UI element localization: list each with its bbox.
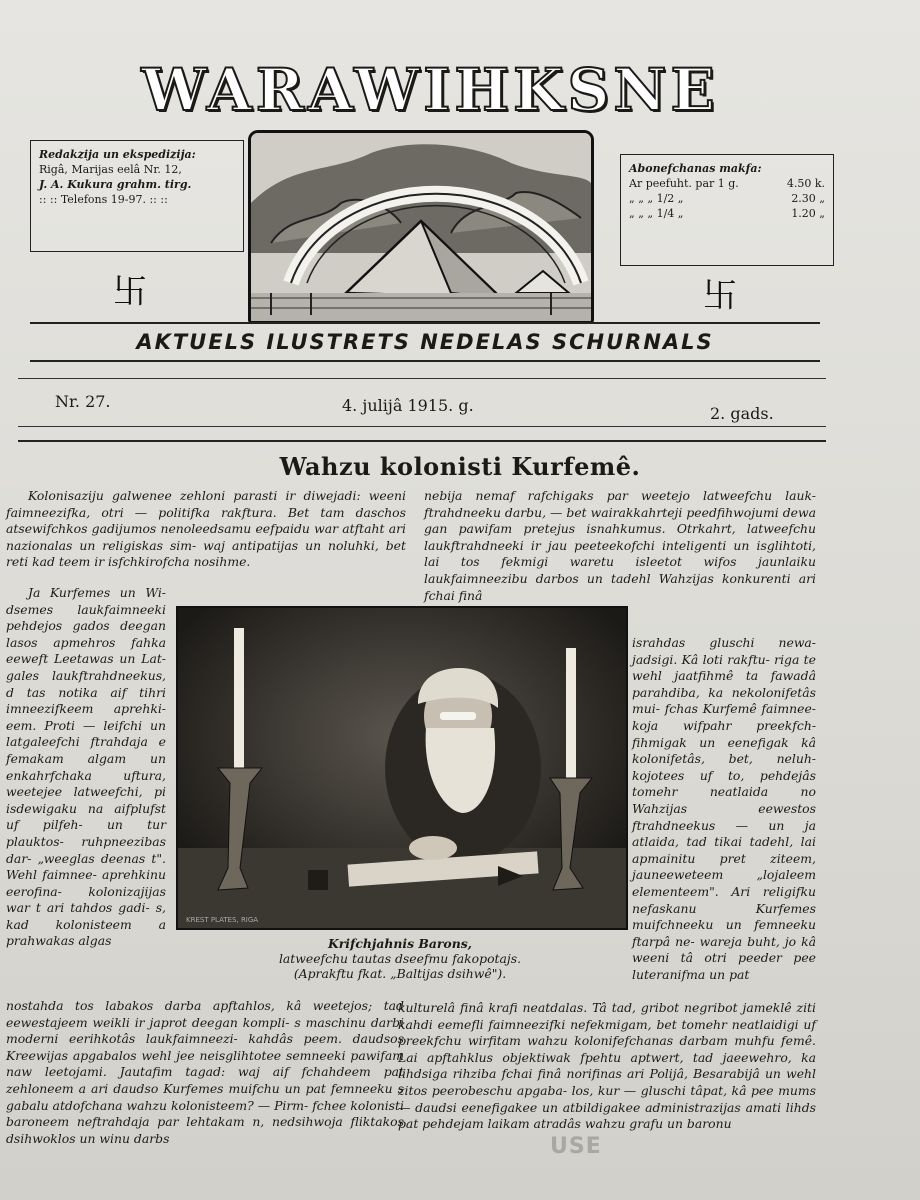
divider-rule [18,440,826,442]
plate-mark: KREST PLATES, RIGA [186,916,259,924]
article-bottom-left [6,998,404,1147]
right-paragraph: nebija nemaf rafchigaks par weetejo latweefchu lauk- ftrahdneeku darbu, — bet wairakkahrteji peedfihwojumi dewa gan pawifam pretejus isnahkumus. Otrkahrt, latweefchu laukftrahdneeki ir jau peeteekofchi inteligenti un isglihtoti, lai tos fekmigi waretu isleetot wifos jaunlaiku laukfaimneezibu darbos un tadehl Wahzijas konkurenti ari fchai finâ [424,488,816,603]
issue-date: 4. julijâ 1915. g. [342,396,474,415]
price-row [629,191,825,206]
office-shop: J. A. Kukura grahm. tirg. [39,178,192,191]
article-right-column [632,635,816,983]
divider-rule [30,322,820,324]
price-row [629,206,825,221]
bottom-right-paragraph: kulturelâ finâ krafi neatdalas. Tâ tad, gribot negribot jameklê ziti kahdi eemefli faimneezifki nefekmigam, bet tomehr neatlaidigi uf preekfchu wirfitam wahzu kolonifefchanas darbam muhfu femê. Lai apftahklus objektiwak fpehtu aptwert, tad jaeewehro, ka lihdsiga rihziba fchai finâ norifinas ari Polijâ, Besarabijâ un wehl zitos peerobeschu apgaba- los, kur — gluschi tâpat, kâ pee mums — daudsi eenefigakee un atbildigakee administrazijas amati lihds pat pehdejam laikam atradâs wahzu grafu un baronu [398,1000,816,1132]
price-label: Ar peefuht. par 1 g. [629,177,739,190]
subscription-box [620,154,834,266]
price-label: „ „ „ 1/2 „ [629,192,684,205]
divider-rule [18,378,826,379]
article-right-top [424,488,816,604]
right-narrow-paragraph: israhdas gluschi newa- jadsigi. Kâ loti rakftu- riga te wehl jaatfihmê ta fawadâ parahdiba, ka nekolonifetâs mui- fchas Kurfemê faimnee- koja wifpahr preekfch- fihmigak un eenefigak kâ kolonifetâs, bet, neluh- kojotees uf to, pehdejâs tomehr neatlaida no Wahzijas eewestos ftrahdneekus — un ja atlaida, tad tikai tadehl, lai apmainitu pret ziteem, jauneeweteem „lojaleem elementeem". Ari religifku nefaskanu Kurfemes muifchneeku un femneeku ftarpâ ne- wareja buht, jo kâ weeni tâ otri peeder pee luteranifma un pat [632,635,816,982]
issue-dateline [55,392,785,422]
price-label: „ „ „ 1/4 „ [629,207,684,220]
caption-line: (Aprakftu fkat. „Baltijas dsihwê"). [293,966,507,981]
intro-paragraph: Kolonisaziju galwenee zehloni parasti ir diwejadi: weeni faimneezifka, otri — politifka rakftura. Bet tam daschos atsewifchkos gadijumos nenoleedsamu eefpaidu war atftaht ari nazionalas un religiskas sim- waj antipatijas un noluhki, bet reti kad teem ir isfchkirofcha nosihme. [6,488,406,570]
photo-caption [176,936,624,981]
watermark: USE [550,1134,602,1159]
office-phone: :: :: Telefons 19-97. :: :: [39,193,168,206]
subscription-heading: Abonefchanas makfa: [629,162,762,175]
price-value: 1.20 „ [791,207,825,220]
caption-line: latweefchu tautas dseefmu fakopotajs. [278,951,522,966]
portrait-drawing [178,608,626,928]
issue-year: 2. gads. [710,404,774,423]
masthead-title: WARAWIHKSNE [141,56,719,124]
right-ornament-icon: 卐 [703,276,737,316]
issue-number: Nr. 27. [55,392,111,411]
office-address: Rigâ, Marijas eelâ Nr. 12, [39,163,182,176]
tent-rainbow-drawing [251,133,591,321]
left-paragraph: Ja Kurfemes un Wi- dsemes laukfaimneeki pehdejos gados deegan lasos apmehros fahka eeweft Leetawas un Lat- gales laukftrahdneekus, d tas notika aif tihri imneezifkeem aprehki- eem. Proti — leifchi un latgaleefchi ftrahdaja e femakam algam un enkahrfchaka uftura, weetejee latweefchi, pi isdewigaku na aifplufst uf pilfeh- un tur plauktos- ruhpneezibas dar- „weeglas deenas t". Wehl faimnee- aprehkinu eerofina- kolonizajijas war t ari tahdos gadi- s, kad kolonisteem a prahwakas algas [6,585,166,949]
divider-rule [30,360,820,362]
article-bottom-right [398,1000,816,1133]
divider-rule [18,426,826,427]
left-ornament-icon: 卐 [113,272,147,312]
editorial-office-box [30,140,244,252]
price-row [629,176,825,191]
office-heading: Redakzija un ekspedizija: [39,148,196,161]
article-left-column [6,585,166,950]
masthead-illustration [248,130,594,324]
article-intro [6,488,406,571]
bottom-left-paragraph: nostahda tos labakos darba apftahlos, kâ weetejos; tad eewestajeem weikli ir japrot deegan kompli- s maschinu darbi moderni eerihkotâs laukfaimneezi- kahdâs peem. daudsos Kreewijas apgabalos wehl jee neisglihtotee semneeki pawifam naw leetojami. Jautafim tagad: waj aif fchahdeem pat zehloneem a ari daudso Kurfemes muifchu un pat femneeku s gabalu atdofchana wahzu kolonisteem? — Pirm- fchee kolonisti baroneem neftrahdaja par lehtakam n, nedsihwoja fliktakos dsihwoklos un winu darbs [6,998,404,1146]
masthead-subtitle: AKTUELS ILUSTRETS NEDELAS SCHURNALS [136,330,714,354]
portrait-photo [176,606,628,930]
article-headline: Wahzu kolonisti Kurfemê. [279,452,641,481]
price-value: 2.30 „ [791,192,825,205]
price-value: 4.50 k. [786,177,825,190]
caption-name: Krifchjahnis Barons, [327,936,472,951]
